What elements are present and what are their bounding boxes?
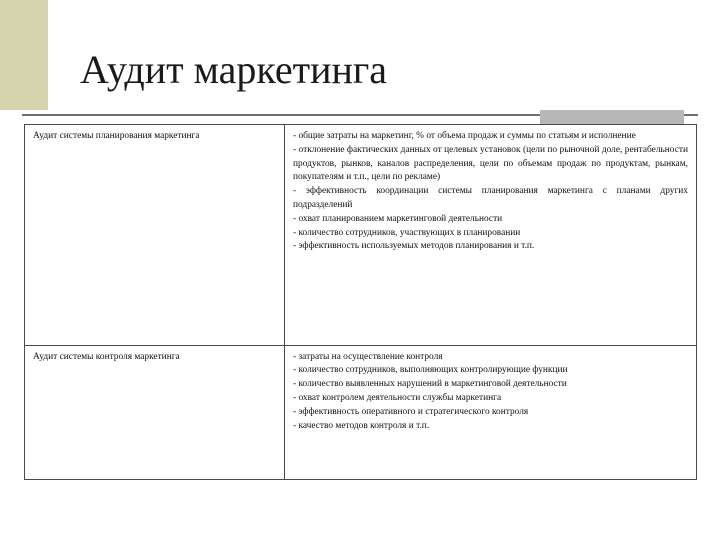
detail-line: - количество сотрудников, участвующих в планировании bbox=[293, 227, 521, 238]
row-details-cell bbox=[285, 345, 697, 479]
detail-line: - количество выявленных нарушений в маркетинговой деятельности bbox=[293, 379, 567, 390]
detail-line: - охват контролем деятельности службы маркетинга bbox=[293, 393, 502, 403]
decorative-side-bar bbox=[0, 0, 48, 110]
detail-line: - эффективность координации системы планирования маркетинга с планами других подразделений bbox=[293, 186, 688, 210]
row-title: Аудит системы контроля маркетинга bbox=[33, 351, 180, 362]
detail-line: - охват планированием маркетинговой деятельности bbox=[293, 213, 503, 224]
slide-title: Аудит маркетинга bbox=[80, 47, 388, 92]
audit-table bbox=[24, 124, 697, 480]
row-details-cell bbox=[285, 125, 697, 346]
table-row bbox=[25, 345, 697, 479]
detail-line: - качество методов контроля и т.п. bbox=[293, 420, 430, 431]
detail-line: - затраты на осуществление контроля bbox=[293, 351, 443, 362]
row-title-cell bbox=[25, 345, 285, 479]
detail-line: - эффективность используемых методов планирования и т.п. bbox=[293, 241, 535, 252]
decorative-accent-box bbox=[540, 110, 684, 124]
table-row bbox=[25, 125, 697, 346]
detail-line: - количество сотрудников, выполняющих контролирующие функции bbox=[293, 365, 568, 376]
detail-line: - эффективность оперативного и стратегического контроля bbox=[293, 406, 529, 417]
row-title-cell bbox=[25, 125, 285, 346]
detail-line: - отклонение фактических данных от целевых установок (цели по рыночной доле, рентабельности продуктов, рынков, каналов распределения, цели по объемам продаж по продуктам, рынкам, покупателям и т.п., цели по рекламе) bbox=[293, 144, 688, 183]
detail-line: - общие затраты на маркетинг, % от объема продаж и суммы по статьям и исполнение bbox=[293, 131, 636, 141]
row-title: Аудит системы планирования маркетинга bbox=[33, 131, 200, 141]
